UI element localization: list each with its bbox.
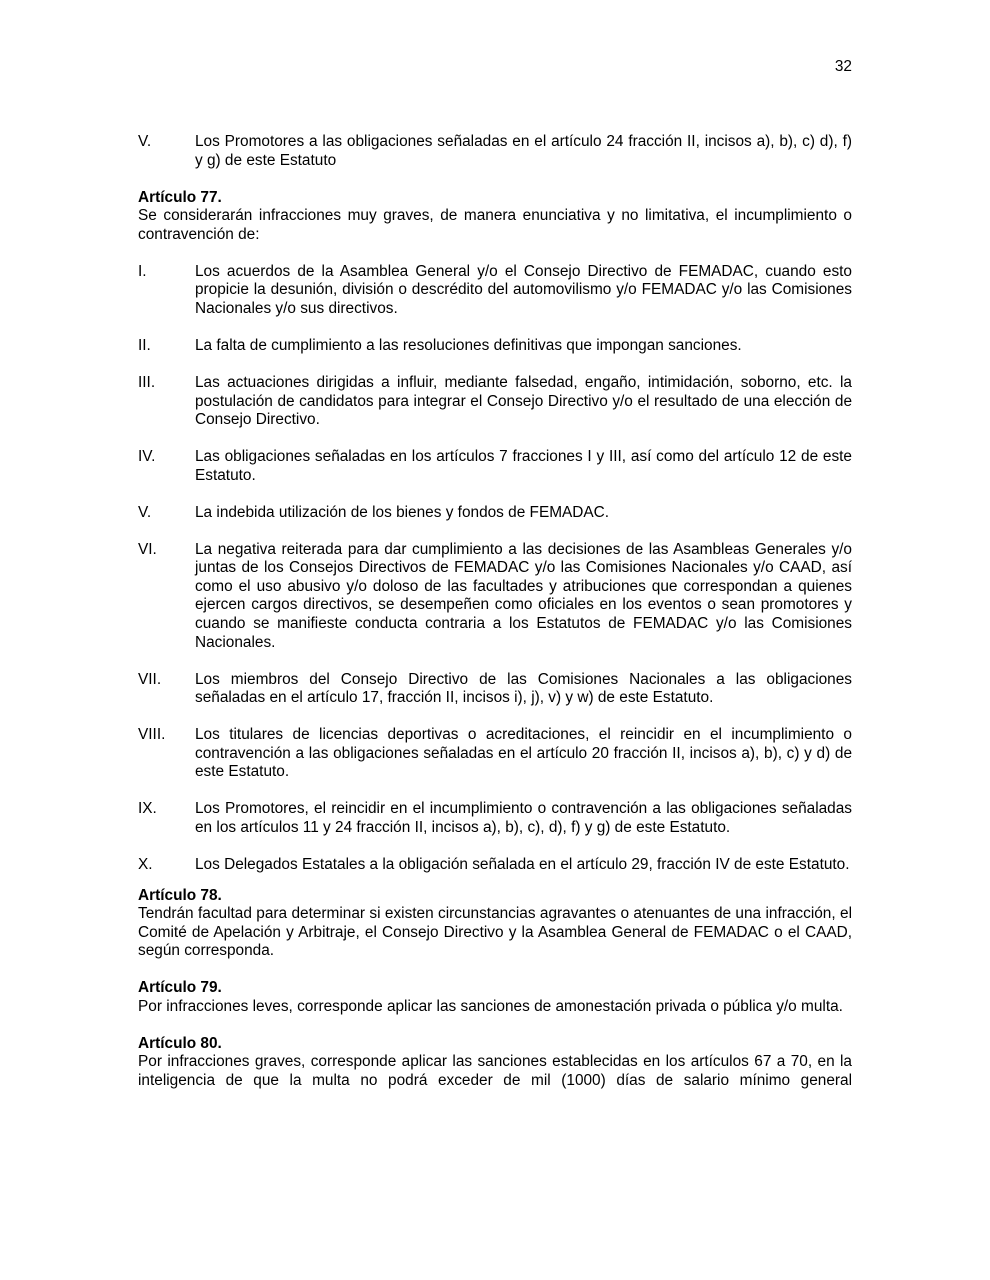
article-title: Artículo 78. <box>138 886 222 904</box>
article-78 <box>138 887 852 961</box>
list-item-text: Los Delegados Estatales a la obligación señalada en el artículo 29, fracción IV de este Estatuto. <box>195 855 850 873</box>
list-item-number: VIII. <box>138 726 166 744</box>
article-body: Por infracciones graves, corresponde aplicar las sanciones establecidas en los artículos 67 a 70, en la inteligencia de que la multa no podrá exceder de mil (1000) días de salario mínimo general <box>138 1053 852 1090</box>
list-item-number: V. <box>138 133 152 150</box>
list-item <box>138 504 852 523</box>
article-body: Tendrán facultad para determinar si existen circunstancias agravantes o atenuantes de una infracción, el Comité de Apelación y Arbitraje, el Consejo Directivo y la Asamblea General de FEMADAC o el CAAD, según corresponda. <box>138 905 852 960</box>
list-item-text: Los miembros del Consejo Directivo de las Comisiones Nacionales a las obligaciones señaladas en el artículo 17, fracción II, incisos i), j), v) y w) de este Estatuto. <box>195 670 852 707</box>
list-item <box>138 337 852 356</box>
list-item <box>138 800 852 837</box>
list-item-number: VII. <box>138 670 162 688</box>
article-title: Artículo 80. <box>138 1034 222 1052</box>
list-item-number: II. <box>138 336 151 354</box>
page-number: 32 <box>834 58 852 75</box>
list-item <box>138 133 852 170</box>
list-item-text: La negativa reiterada para dar cumplimiento a las decisiones de las Asambleas Generales y/o juntas de los Consejos Directivos de FEMADAC y/o las Comisiones Nacionales y/o CAAD, así como el uso abusivo y/o doloso de las facultades y atribuciones que correspondan a quienes ejercen cargos directivos, se desempeñen como oficiales en los eventos o sean promotores y cuando se manifieste conducta contraria a los Estatutos de FEMADAC y/o las Comisiones Nacionales. <box>195 540 852 651</box>
list-item-text: Las actuaciones dirigidas a influir, mediante falsedad, engaño, intimidación, soborno, etc. la postulación de candidatos para integrar el Consejo Directivo y/o el resultado de una elección de Consejo Directivo. <box>195 373 852 429</box>
list-item <box>138 856 852 875</box>
list-item-number: IV. <box>138 448 156 466</box>
article-title: Artículo 79. <box>138 979 222 997</box>
list-item-number: X. <box>138 855 153 873</box>
list-item <box>138 671 852 708</box>
article-body: Se considerarán infracciones muy graves, de manera enunciativa y no limitativa, el incumplimiento o contravención de: <box>138 207 852 243</box>
list-item-number: III. <box>138 373 156 391</box>
article-79 <box>138 979 852 1016</box>
list-item-number: I. <box>138 262 147 280</box>
list-item-number: V. <box>138 503 152 521</box>
list-item-text: La falta de cumplimiento a las resoluciones definitivas que impongan sanciones. <box>195 336 742 354</box>
list-item-text: Los titulares de licencias deportivas o acreditaciones, el reincidir en el incumplimiento o contravención a las obligaciones señaladas en el artículo 20 fracción II, incisos a), b), c) y d) de este Estatuto. <box>195 726 852 781</box>
document-body <box>138 133 852 1109</box>
list-item <box>138 541 852 653</box>
list-item-number: IX. <box>138 800 157 818</box>
list-item-text: Las obligaciones señaladas en los artículos 7 fracciones I y III, así como del artículo 12 de este Estatuto. <box>195 448 852 484</box>
list-item <box>138 263 852 319</box>
list-item <box>138 448 852 485</box>
list-item-number: VI. <box>138 540 157 558</box>
list-item-text: Los acuerdos de la Asamblea General y/o el Consejo Directivo de FEMADAC, cuando esto propicie la desunión, división o descrédito del automovilismo y/o FEMADAC y/o las Comisiones Nacionales y/o sus directivos. <box>195 262 852 317</box>
article-77 <box>138 189 852 245</box>
article-body: Por infracciones leves, corresponde aplicar las sanciones de amonestación privada o pública y/o multa. <box>138 997 843 1015</box>
list-item <box>138 726 852 782</box>
article-80 <box>138 1035 852 1091</box>
list-item-text: Los Promotores a las obligaciones señaladas en el artículo 24 fracción II, incisos a), b), c) d), f) y g) de este Estatuto <box>195 133 852 169</box>
list-item <box>138 374 852 430</box>
list-item-text: Los Promotores, el reincidir en el incumplimiento o contravención a las obligaciones señaladas en los artículos 11 y 24 fracción II, incisos a), b), c), d), f) y g) de este Estatuto. <box>195 800 852 836</box>
article-title: Artículo 77. <box>138 188 222 206</box>
list-item-text: La indebida utilización de los bienes y fondos de FEMADAC. <box>195 503 610 521</box>
